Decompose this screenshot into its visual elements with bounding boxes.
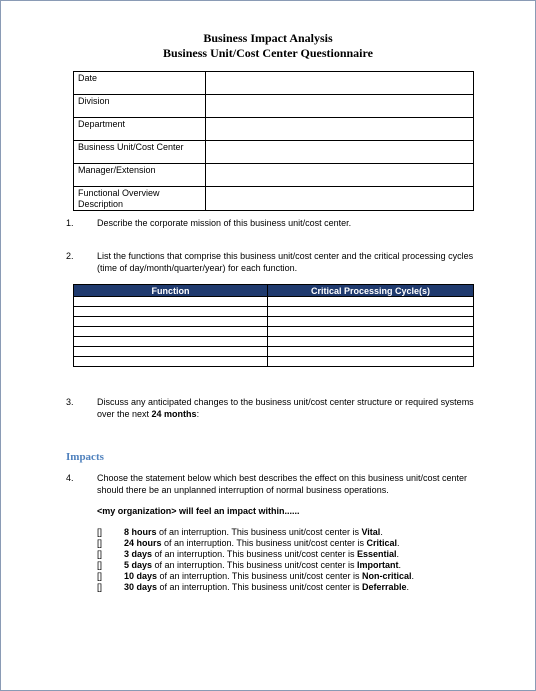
table-cell[interactable] (268, 327, 474, 337)
info-table (73, 71, 474, 211)
impact-text: of an interruption. This business unit/cost center is (157, 582, 362, 592)
impact-time: 10 days (124, 571, 158, 581)
impact-option[interactable] (97, 582, 409, 592)
impact-option[interactable] (97, 527, 383, 537)
table-cell[interactable] (74, 347, 268, 357)
function-table (73, 284, 474, 367)
table-row (74, 327, 474, 337)
info-row-department (74, 118, 474, 141)
info-value-cell[interactable] (206, 141, 474, 164)
impact-option[interactable] (97, 560, 401, 570)
info-row-date (74, 72, 474, 95)
question-text-emphasis: 24 months (151, 409, 197, 419)
info-label: Department (74, 118, 206, 141)
table-row (74, 337, 474, 347)
impact-level: Non-critical (361, 571, 412, 581)
question-number: 1. (66, 218, 74, 228)
table-cell[interactable] (74, 307, 268, 317)
table-cell[interactable] (268, 297, 474, 307)
impact-level: Essential (356, 549, 397, 559)
info-value-cell[interactable] (206, 72, 474, 95)
info-value-cell[interactable] (206, 118, 474, 141)
info-label: Division (74, 95, 206, 118)
impact-text: of an interruption. This business unit/cost center is (156, 527, 362, 537)
impact-level: Important (356, 560, 399, 570)
impact-time: 3 days (124, 549, 153, 559)
impact-option[interactable] (97, 571, 414, 581)
impact-time: 24 hours (124, 538, 162, 548)
table-row (74, 297, 474, 307)
table-cell[interactable] (268, 317, 474, 327)
impact-time: 30 days (124, 582, 158, 592)
info-label: Business Unit/Cost Center (74, 141, 206, 164)
table-row (74, 357, 474, 367)
impact-text: of an interruption. This business unit/cost center is (161, 538, 367, 548)
question-number: 2. (66, 251, 74, 261)
impact-option[interactable] (97, 538, 400, 548)
impact-level: Vital (361, 527, 381, 537)
impact-text: of an interruption. This business unit/cost center is (152, 560, 357, 570)
info-value-cell[interactable] (206, 187, 474, 211)
impact-level: Critical (366, 538, 397, 548)
question-text-part: Discuss any anticipated changes to the business unit/cost center structure or required systems over the next (97, 397, 474, 419)
impact-level: Deferrable (361, 582, 407, 592)
impacts-heading: Impacts (66, 451, 104, 463)
table-cell[interactable] (268, 307, 474, 317)
table-cell[interactable] (74, 317, 268, 327)
function-table-header (74, 285, 474, 297)
checkbox[interactable]: [] (97, 527, 103, 537)
impact-end: . (396, 549, 400, 559)
info-value-cell[interactable] (206, 95, 474, 118)
table-cell[interactable] (268, 357, 474, 367)
checkbox[interactable]: [] (97, 538, 103, 548)
table-cell[interactable] (268, 337, 474, 347)
table-cell[interactable] (74, 337, 268, 347)
impact-text: of an interruption. This business unit/cost center is (152, 549, 357, 559)
checkbox[interactable]: [] (97, 571, 103, 581)
org-statement: <my organization> will feel an impact within...... (97, 506, 300, 516)
impact-option[interactable] (97, 549, 399, 559)
table-row (74, 307, 474, 317)
impact-time: 5 days (124, 560, 153, 570)
question-text: Describe the corporate mission of this business unit/cost center. (97, 218, 352, 228)
table-cell[interactable] (74, 327, 268, 337)
info-row-manager (74, 164, 474, 187)
document-title: Business Impact Analysis (203, 31, 333, 45)
impact-end: . (406, 582, 410, 592)
impact-time: 8 hours (124, 527, 157, 537)
info-row-business-unit (74, 141, 474, 164)
question-text: Choose the statement below which best describes the effect on this business unit/cost center should there be an unplanned interruption of normal business operations. (97, 473, 468, 495)
table-row (74, 317, 474, 327)
checkbox[interactable]: [] (97, 582, 103, 592)
impact-end: . (411, 571, 415, 581)
checkbox[interactable]: [] (97, 560, 103, 570)
question-text (97, 396, 477, 420)
info-row-division (74, 95, 474, 118)
info-value-cell[interactable] (206, 164, 474, 187)
question-number: 4. (66, 473, 74, 483)
table-cell[interactable] (74, 357, 268, 367)
impact-end: . (396, 538, 400, 548)
impact-end: . (398, 560, 401, 570)
info-label: Functional Overview Description (74, 187, 206, 211)
question-text: List the functions that comprise this business unit/cost center and the critical processing cycles (time of day/month/quarter/year) for each function. (97, 251, 474, 273)
impact-text: of an interruption. This business unit/cost center is (157, 571, 362, 581)
table-cell[interactable] (268, 347, 474, 357)
question-number: 3. (66, 397, 74, 407)
column-header-function: Function (74, 285, 268, 297)
info-label: Manager/Extension (74, 164, 206, 187)
table-cell[interactable] (74, 297, 268, 307)
document-subtitle: Business Unit/Cost Center Questionnaire (163, 46, 373, 60)
column-header-cycles: Critical Processing Cycle(s) (268, 285, 474, 297)
checkbox[interactable]: [] (97, 549, 103, 559)
impact-end: . (380, 527, 383, 537)
table-row (74, 347, 474, 357)
info-row-functional-overview (74, 187, 474, 211)
info-label: Date (74, 72, 206, 95)
question-text-part: : (196, 409, 200, 419)
